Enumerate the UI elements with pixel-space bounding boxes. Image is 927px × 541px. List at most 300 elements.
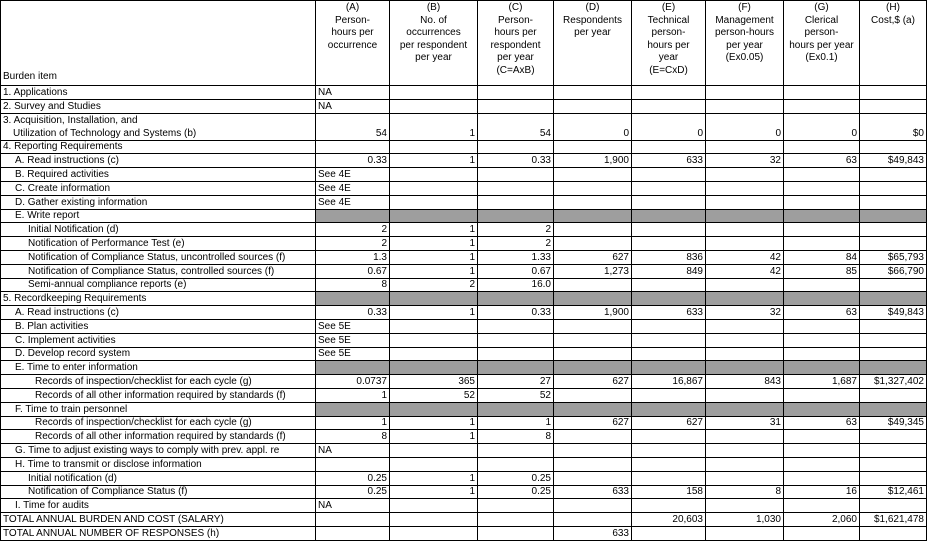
cell-col-e — [632, 361, 706, 375]
row-label: TOTAL ANNUAL NUMBER OF RESPONSES (h) — [1, 526, 316, 540]
cell-col-c: 1.33 — [478, 250, 554, 264]
cell-col-a — [316, 402, 390, 416]
cell-col-g — [784, 499, 860, 513]
cell-col-e — [632, 457, 706, 471]
header-col-e: (E) Technical person- hours per year (E=CxD) — [632, 1, 706, 86]
row-label: D. Develop record system — [1, 347, 316, 361]
cell-col-a: See 4E — [316, 168, 390, 182]
row-label: Records of inspection/checklist for each cycle (g) — [1, 416, 316, 430]
cell-col-e — [632, 99, 706, 113]
cell-col-d — [554, 140, 632, 154]
cell-col-a: See 5E — [316, 347, 390, 361]
cell-col-a: 8 — [316, 278, 390, 292]
cell-col-h — [860, 319, 927, 333]
cell-col-f — [706, 209, 784, 223]
cell-col-g — [784, 195, 860, 209]
row-label: B. Required activities — [1, 168, 316, 182]
table-row — [1, 444, 927, 458]
cell-col-e — [632, 430, 706, 444]
cell-col-g — [784, 99, 860, 113]
row-label: D. Gather existing information — [1, 195, 316, 209]
cell-col-g: 0 — [784, 113, 860, 140]
cell-col-d — [554, 513, 632, 527]
cell-col-b: 1 — [390, 264, 478, 278]
cell-col-c — [478, 86, 554, 100]
header-col-h: (H) Cost,$ (a) — [860, 1, 927, 86]
cell-col-a — [316, 361, 390, 375]
row-label: I. Time for audits — [1, 499, 316, 513]
cell-col-h — [860, 444, 927, 458]
cell-col-f — [706, 444, 784, 458]
cell-col-f — [706, 361, 784, 375]
cell-col-b: 1 — [390, 416, 478, 430]
row-label: Initial Notification (d) — [1, 223, 316, 237]
cell-col-h — [860, 223, 927, 237]
table-row — [1, 388, 927, 402]
cell-col-g: 85 — [784, 264, 860, 278]
cell-col-b — [390, 209, 478, 223]
cell-col-g — [784, 402, 860, 416]
cell-col-h — [860, 209, 927, 223]
cell-col-h — [860, 333, 927, 347]
cell-col-f — [706, 402, 784, 416]
cell-col-f — [706, 457, 784, 471]
cell-col-h: $1,327,402 — [860, 375, 927, 389]
cell-col-d — [554, 471, 632, 485]
cell-col-f — [706, 237, 784, 251]
cell-col-b — [390, 499, 478, 513]
cell-col-g — [784, 319, 860, 333]
cell-col-d — [554, 319, 632, 333]
cell-col-b — [390, 444, 478, 458]
cell-col-h — [860, 168, 927, 182]
row-label: C. Implement activities — [1, 333, 316, 347]
cell-col-c: 27 — [478, 375, 554, 389]
cell-col-c: 0.33 — [478, 306, 554, 320]
cell-col-d — [554, 457, 632, 471]
row-label: Notification of Performance Test (e) — [1, 237, 316, 251]
cell-col-g — [784, 457, 860, 471]
table-row — [1, 526, 927, 540]
cell-col-g: 84 — [784, 250, 860, 264]
cell-col-c — [478, 402, 554, 416]
cell-col-e: 633 — [632, 154, 706, 168]
cell-col-e — [632, 209, 706, 223]
header-burden-item: Burden item — [1, 1, 316, 86]
cell-col-a — [316, 209, 390, 223]
cell-col-c: 0.33 — [478, 154, 554, 168]
cell-col-a: 2 — [316, 223, 390, 237]
header-col-a: (A) Person- hours per occurrence — [316, 1, 390, 86]
row-label: B. Plan activities — [1, 319, 316, 333]
table-row — [1, 375, 927, 389]
table-row — [1, 278, 927, 292]
cell-col-f: 32 — [706, 306, 784, 320]
cell-col-c: 1 — [478, 416, 554, 430]
table-row — [1, 237, 927, 251]
row-label: Notification of Compliance Status, uncontrolled sources (f) — [1, 250, 316, 264]
cell-col-e — [632, 471, 706, 485]
cell-col-d: 627 — [554, 375, 632, 389]
cell-col-e — [632, 319, 706, 333]
cell-col-e: 633 — [632, 306, 706, 320]
cell-col-h: $0 — [860, 113, 927, 140]
cell-col-b: 2 — [390, 278, 478, 292]
cell-col-b: 1 — [390, 113, 478, 140]
cell-col-a: 0.33 — [316, 306, 390, 320]
cell-col-e — [632, 140, 706, 154]
table-row — [1, 223, 927, 237]
cell-col-a: See 5E — [316, 319, 390, 333]
cell-col-a: 8 — [316, 430, 390, 444]
cell-col-a: 0.33 — [316, 154, 390, 168]
cell-col-h — [860, 347, 927, 361]
cell-col-c — [478, 168, 554, 182]
cell-col-d: 627 — [554, 416, 632, 430]
cell-col-c: 16.0 — [478, 278, 554, 292]
cell-col-g — [784, 292, 860, 306]
cell-col-h: $66,790 — [860, 264, 927, 278]
table-row — [1, 306, 927, 320]
cell-col-a: NA — [316, 99, 390, 113]
cell-col-c — [478, 319, 554, 333]
table-row — [1, 99, 927, 113]
cell-col-d: 1,273 — [554, 264, 632, 278]
cell-col-g — [784, 181, 860, 195]
row-label: TOTAL ANNUAL BURDEN AND COST (SALARY) — [1, 513, 316, 527]
header-col-f: (F) Management person-hours per year (Ex0.05) — [706, 1, 784, 86]
cell-col-c — [478, 347, 554, 361]
cell-col-d: 627 — [554, 250, 632, 264]
cell-col-a: 1 — [316, 416, 390, 430]
cell-col-c: 54 — [478, 113, 554, 140]
cell-col-d — [554, 86, 632, 100]
cell-col-c — [478, 333, 554, 347]
cell-col-f — [706, 499, 784, 513]
cell-col-h — [860, 526, 927, 540]
cell-col-a: See 4E — [316, 181, 390, 195]
cell-col-b: 1 — [390, 237, 478, 251]
cell-col-a: 0.25 — [316, 471, 390, 485]
cell-col-b: 365 — [390, 375, 478, 389]
cell-col-h: $1,621,478 — [860, 513, 927, 527]
cell-col-g — [784, 388, 860, 402]
cell-col-c — [478, 209, 554, 223]
cell-col-h — [860, 237, 927, 251]
cell-col-f: 0 — [706, 113, 784, 140]
row-label: F. Time to train personnel — [1, 402, 316, 416]
cell-col-g — [784, 86, 860, 100]
cell-col-c — [478, 513, 554, 527]
cell-col-a: 0.67 — [316, 264, 390, 278]
row-label: 4. Reporting Requirements — [1, 140, 316, 154]
cell-col-c — [478, 499, 554, 513]
cell-col-g — [784, 347, 860, 361]
cell-col-b — [390, 319, 478, 333]
cell-col-e — [632, 195, 706, 209]
cell-col-d — [554, 99, 632, 113]
cell-col-g — [784, 223, 860, 237]
table-row — [1, 140, 927, 154]
cell-col-f — [706, 195, 784, 209]
header-col-d: (D) Respondents per year — [554, 1, 632, 86]
cell-col-d: 633 — [554, 485, 632, 499]
row-label: A. Read instructions (c) — [1, 306, 316, 320]
cell-col-f — [706, 86, 784, 100]
cell-col-h — [860, 292, 927, 306]
cell-col-d — [554, 347, 632, 361]
cell-col-h: $49,843 — [860, 306, 927, 320]
table-header — [1, 1, 927, 86]
cell-col-c — [478, 140, 554, 154]
row-label: H. Time to transmit or disclose information — [1, 457, 316, 471]
cell-col-f: 42 — [706, 250, 784, 264]
cell-col-b — [390, 513, 478, 527]
cell-col-h — [860, 430, 927, 444]
table-row — [1, 485, 927, 499]
cell-col-c — [478, 444, 554, 458]
cell-col-a: See 5E — [316, 333, 390, 347]
header-col-b: (B) No. of occurrences per respondent per year — [390, 1, 478, 86]
cell-col-g: 63 — [784, 416, 860, 430]
table-row — [1, 347, 927, 361]
cell-col-a — [316, 140, 390, 154]
header-col-c: (C) Person- hours per respondent per year (C=AxB) — [478, 1, 554, 86]
cell-col-a: 0.0737 — [316, 375, 390, 389]
cell-col-e — [632, 278, 706, 292]
cell-col-b — [390, 361, 478, 375]
cell-col-b — [390, 86, 478, 100]
cell-col-b: 52 — [390, 388, 478, 402]
cell-col-g: 63 — [784, 306, 860, 320]
table-row — [1, 264, 927, 278]
cell-col-g: 2,060 — [784, 513, 860, 527]
cell-col-e — [632, 181, 706, 195]
table-row — [1, 333, 927, 347]
cell-col-f: 42 — [706, 264, 784, 278]
row-label: E. Time to enter information — [1, 361, 316, 375]
cell-col-a: 1.3 — [316, 250, 390, 264]
cell-col-b — [390, 457, 478, 471]
cell-col-e: 158 — [632, 485, 706, 499]
cell-col-e — [632, 526, 706, 540]
row-label: Notification of Compliance Status (f) — [1, 485, 316, 499]
cell-col-f — [706, 140, 784, 154]
cell-col-b — [390, 402, 478, 416]
table-row — [1, 195, 927, 209]
cell-col-d — [554, 430, 632, 444]
cell-col-d — [554, 168, 632, 182]
cell-col-g: 16 — [784, 485, 860, 499]
table-body — [1, 86, 927, 541]
cell-col-h — [860, 457, 927, 471]
cell-col-e: 849 — [632, 264, 706, 278]
cell-col-a: 0.25 — [316, 485, 390, 499]
table-row — [1, 154, 927, 168]
row-label: Records of all other information required by standards (f) — [1, 430, 316, 444]
table-row — [1, 292, 927, 306]
cell-col-c — [478, 292, 554, 306]
cell-col-e — [632, 388, 706, 402]
cell-col-f: 843 — [706, 375, 784, 389]
cell-col-g: 1,687 — [784, 375, 860, 389]
row-label: C. Create information — [1, 181, 316, 195]
cell-col-f: 8 — [706, 485, 784, 499]
cell-col-c: 52 — [478, 388, 554, 402]
row-label: 2. Survey and Studies — [1, 99, 316, 113]
cell-col-f: 1,030 — [706, 513, 784, 527]
cell-col-e — [632, 168, 706, 182]
cell-col-f — [706, 430, 784, 444]
cell-col-e: 627 — [632, 416, 706, 430]
cell-col-f — [706, 292, 784, 306]
cell-col-h — [860, 471, 927, 485]
cell-col-h — [860, 86, 927, 100]
cell-col-a: NA — [316, 86, 390, 100]
table-row — [1, 402, 927, 416]
cell-col-d — [554, 361, 632, 375]
table-row — [1, 113, 927, 140]
cell-col-f — [706, 223, 784, 237]
header-col-g: (G) Clerical person- hours per year (Ex0.1) — [784, 1, 860, 86]
table-row — [1, 513, 927, 527]
cell-col-b: 1 — [390, 223, 478, 237]
table-row — [1, 168, 927, 182]
cell-col-e: 16,867 — [632, 375, 706, 389]
cell-col-e — [632, 86, 706, 100]
cell-col-c: 0.25 — [478, 485, 554, 499]
cell-col-g — [784, 278, 860, 292]
cell-col-b: 1 — [390, 154, 478, 168]
cell-col-g — [784, 209, 860, 223]
cell-col-d — [554, 402, 632, 416]
cell-col-h: $12,461 — [860, 485, 927, 499]
cell-col-b — [390, 347, 478, 361]
row-label: Records of inspection/checklist for each cycle (g) — [1, 375, 316, 389]
cell-col-a: NA — [316, 444, 390, 458]
cell-col-d — [554, 388, 632, 402]
table-row — [1, 86, 927, 100]
cell-col-b — [390, 168, 478, 182]
row-label: E. Write report — [1, 209, 316, 223]
table-row — [1, 250, 927, 264]
cell-col-g — [784, 444, 860, 458]
cell-col-h — [860, 195, 927, 209]
cell-col-a: 2 — [316, 237, 390, 251]
cell-col-h — [860, 181, 927, 195]
cell-col-d: 1,900 — [554, 306, 632, 320]
cell-col-f — [706, 347, 784, 361]
cell-col-e: 0 — [632, 113, 706, 140]
cell-col-a — [316, 513, 390, 527]
cell-col-h: $49,843 — [860, 154, 927, 168]
cell-col-b — [390, 195, 478, 209]
cell-col-a: See 4E — [316, 195, 390, 209]
cell-col-e — [632, 223, 706, 237]
cell-col-h: $49,345 — [860, 416, 927, 430]
cell-col-b — [390, 181, 478, 195]
row-label: Records of all other information required by standards (f) — [1, 388, 316, 402]
cell-col-e — [632, 444, 706, 458]
cell-col-c — [478, 181, 554, 195]
cell-col-c — [478, 99, 554, 113]
cell-col-b: 1 — [390, 471, 478, 485]
row-label: A. Read instructions (c) — [1, 154, 316, 168]
cell-col-d — [554, 209, 632, 223]
cell-col-e — [632, 402, 706, 416]
cell-col-b: 1 — [390, 430, 478, 444]
cell-col-d — [554, 278, 632, 292]
cell-col-c — [478, 526, 554, 540]
cell-col-d — [554, 499, 632, 513]
cell-col-h: $65,793 — [860, 250, 927, 264]
cell-col-b — [390, 140, 478, 154]
cell-col-d: 1,900 — [554, 154, 632, 168]
cell-col-a — [316, 526, 390, 540]
table-row — [1, 319, 927, 333]
cell-col-g: 63 — [784, 154, 860, 168]
table-row — [1, 430, 927, 444]
cell-col-g — [784, 237, 860, 251]
cell-col-f — [706, 471, 784, 485]
cell-col-h — [860, 388, 927, 402]
cell-col-e — [632, 237, 706, 251]
cell-col-b: 1 — [390, 250, 478, 264]
row-label: Notification of Compliance Status, controlled sources (f) — [1, 264, 316, 278]
cell-col-e — [632, 292, 706, 306]
cell-col-d: 0 — [554, 113, 632, 140]
cell-col-d — [554, 444, 632, 458]
cell-col-g — [784, 168, 860, 182]
cell-col-c: 0.67 — [478, 264, 554, 278]
cell-col-h — [860, 361, 927, 375]
cell-col-a: 54 — [316, 113, 390, 140]
cell-col-d — [554, 292, 632, 306]
cell-col-g — [784, 333, 860, 347]
cell-col-h — [860, 402, 927, 416]
cell-col-a: 1 — [316, 388, 390, 402]
cell-col-c: 2 — [478, 223, 554, 237]
cell-col-g — [784, 361, 860, 375]
cell-col-d — [554, 223, 632, 237]
table-row — [1, 209, 927, 223]
row-label: 3. Acquisition, Installation, and Utilization of Technology and Systems (b) — [1, 113, 316, 140]
row-label: 5. Recordkeeping Requirements — [1, 292, 316, 306]
cell-col-a — [316, 292, 390, 306]
cell-col-d — [554, 195, 632, 209]
cell-col-d — [554, 237, 632, 251]
table-row — [1, 457, 927, 471]
cell-col-f — [706, 99, 784, 113]
table-row — [1, 181, 927, 195]
cell-col-c: 8 — [478, 430, 554, 444]
cell-col-c — [478, 195, 554, 209]
cell-col-g — [784, 140, 860, 154]
cell-col-c — [478, 457, 554, 471]
cell-col-f — [706, 168, 784, 182]
cell-col-c: 2 — [478, 237, 554, 251]
table-row — [1, 499, 927, 513]
table-row — [1, 416, 927, 430]
cell-col-f — [706, 388, 784, 402]
cell-col-h — [860, 278, 927, 292]
table-row — [1, 471, 927, 485]
cell-col-d: 633 — [554, 526, 632, 540]
cell-col-f — [706, 319, 784, 333]
row-label: 1. Applications — [1, 86, 316, 100]
table-row — [1, 361, 927, 375]
cell-col-g — [784, 471, 860, 485]
